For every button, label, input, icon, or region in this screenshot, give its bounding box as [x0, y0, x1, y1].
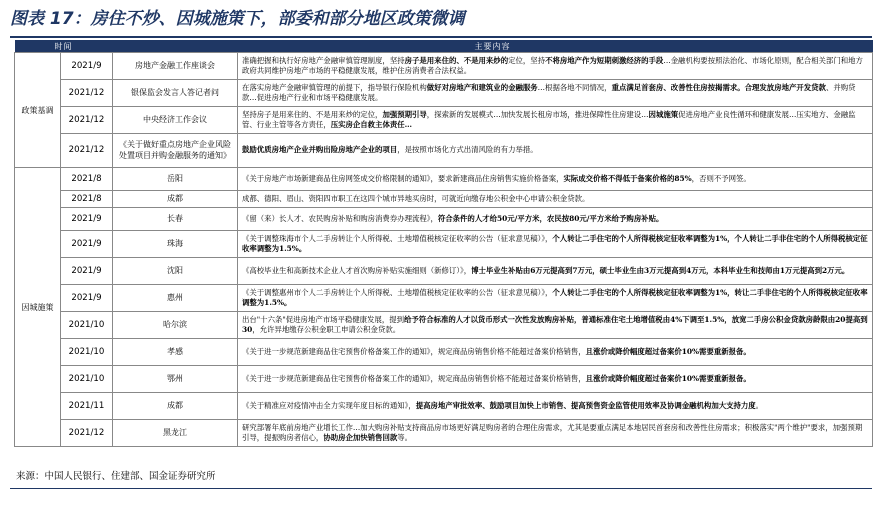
content-text: 、并购贷款…促进房地产行业和市场平稳健康发展。 — [242, 82, 856, 102]
header-content: 主要内容 — [113, 40, 873, 53]
table-row — [15, 285, 873, 312]
row-content — [238, 80, 873, 107]
row-content — [238, 393, 873, 420]
row-date: 2021/9 — [61, 258, 113, 285]
content-text: …根据各地不同情况， — [537, 82, 612, 92]
content-text: 坚持房子是用来住的、不是用来炒的定位， — [242, 109, 383, 119]
table-body — [15, 53, 873, 447]
row-content — [238, 339, 873, 366]
row-content — [238, 366, 873, 393]
table-row — [15, 231, 873, 258]
content-bold-text: 提高房地产审批效率、鼓励项目加快上市销售、提高预售资金监管使用效率及协调金融机构加大支持力度 — [415, 400, 756, 410]
group-policy: 政策基调 — [15, 53, 61, 168]
table-row — [15, 208, 873, 231]
content-bold-text: 个人转让二手住宅的个人所得税核定征收率调整为1%，转让二手非住宅的个人所得税核定征收率调整为1.5%。 — [242, 287, 868, 307]
content-text: 《留（来）长人才、农民购房补贴和购房消费券办理流程》， — [242, 213, 438, 223]
content-bold-text: 重点满足首套房、改善性住房按揭需求 — [611, 82, 738, 92]
row-date: 2021/12 — [61, 420, 113, 447]
row-date: 2021/12 — [61, 134, 113, 168]
content-bold-text: 个人转让二手住宅的个人所得税核定征收率调整为1%，个人转让二手非住宅的个人所得税核定征收率调整为1.5%。 — [242, 233, 868, 253]
content-text: 研究部署年底前房地产业增长工作…加大购房补贴支持商品房市场更好满足购房者的合理住房需求，尤其是要重点满足本地居民首套房和改善性住房需求；积极落实"两个维护"要求，加强预期引导，提振购房者信心， — [242, 422, 863, 442]
content-text: ，允许异地缴存公积金职工申请公积金贷款。 — [252, 325, 401, 334]
row-content — [238, 231, 873, 258]
figure-title: 图表 17：房住不炒、因城施策下，部委和部分地区政策微调 — [10, 9, 465, 29]
row-org: 鄂州 — [113, 366, 238, 393]
row-org: 惠州 — [113, 285, 238, 312]
policy-table — [14, 40, 873, 447]
content-text: ，是按照市场化方式出清风险的有力举措。 — [397, 145, 538, 155]
table-row — [15, 168, 873, 191]
content-bold-text: 加强预期引导 — [382, 109, 427, 119]
content-bold-text: 协助房企加快销售回款 — [323, 433, 398, 442]
content-text: 《关于房地产市场新建商品住房网签成交价格限制的通知》，要求新建商品住房销售实施价格备案， — [242, 173, 564, 183]
content-text: 准确把握和执行好房地产金融审慎管理制度，坚持 — [242, 55, 405, 65]
row-org: 珠海 — [113, 231, 238, 258]
table-row — [15, 366, 873, 393]
table-row — [15, 312, 873, 339]
table-row — [15, 191, 873, 208]
table-row — [15, 420, 873, 447]
header-time: 时间 — [15, 40, 113, 53]
table-row — [15, 393, 873, 420]
content-text: 等。 — [397, 433, 413, 442]
content-bold-text: 实际成交价格不得低于备案价格的85% — [563, 173, 692, 183]
table-row — [15, 134, 873, 168]
row-date: 2021/8 — [61, 168, 113, 191]
row-org: 长春 — [113, 208, 238, 231]
row-org: 中央经济工作会议 — [113, 107, 238, 134]
row-date: 2021/12 — [61, 107, 113, 134]
group-city: 因城施策 — [15, 168, 61, 447]
content-text: 《关于精准应对疫情冲击全力实现年度目标的通知》， — [242, 400, 416, 410]
row-content — [238, 312, 873, 339]
row-org: 黑龙江 — [113, 420, 238, 447]
row-content — [238, 420, 873, 447]
content-bold-text: 且涨价或降价幅度超过备案价10%需要重新报备。 — [585, 373, 751, 383]
content-text: ，探索新的发展模式…加快发展长租房市场，推进保障性住房建设… — [426, 109, 649, 119]
row-content — [238, 53, 873, 80]
source-footer: 来源：中国人民银行、住建部、国金证券研究所 — [16, 471, 216, 482]
table-row — [15, 339, 873, 366]
row-org: 银保监会发言人答记者问 — [113, 80, 238, 107]
row-org: 沈阳 — [113, 258, 238, 285]
row-date: 2021/9 — [61, 208, 113, 231]
row-content — [238, 285, 873, 312]
content-bold-text: 给予符合标准的人才以货币形式一次性发放购房补贴，普通标准住宅土地增值税由4%下调至1.5%，放宽二手房公积金贷款房龄限由20提高到30 — [242, 314, 868, 334]
row-date: 2021/12 — [61, 80, 113, 107]
title-rule — [10, 36, 872, 38]
row-org: 成都 — [113, 191, 238, 208]
row-content — [238, 168, 873, 191]
table-row — [15, 258, 873, 285]
content-text: 《关于调整珠海市个人二手房转让个人所得税、土地增值税核定征收率的公告（征求意见稿）》， — [242, 233, 553, 243]
row-date: 2021/9 — [61, 231, 113, 258]
content-text: 《关于调整惠州市个人二手房转让个人所得税、土地增值税核定征收率的公告（征求意见稿）》， — [242, 287, 553, 297]
row-date: 2021/10 — [61, 312, 113, 339]
row-content — [238, 134, 873, 168]
row-org: 房地产金融工作座谈会 — [113, 53, 238, 80]
row-content — [238, 208, 873, 231]
row-org: 哈尔滨 — [113, 312, 238, 339]
content-bold-text: 博士毕业生补贴由6万元提高到7万元，硕士毕业生由3万元提高到4万元，本科毕业生和技师由1万元提高到2万元。 — [471, 265, 850, 275]
content-text: 出台"十六条"促进房地产市场平稳健康发展，提到 — [242, 314, 405, 324]
content-text: 在落实房地产金融审慎管理的前提下，指导银行保险机构 — [242, 82, 427, 92]
content-text: …金融机构要按照法治化、市场化原则，配合相关部门和地方政府共同维护房地产市场的平稳健康发展，维护住房消费者合法权益。 — [242, 55, 863, 75]
content-text: 《高校毕业生和高新技术企业人才首次购房补贴实施细则（新修订）》， — [242, 265, 472, 275]
row-org: 孝感 — [113, 339, 238, 366]
row-date: 2021/10 — [61, 366, 113, 393]
row-date: 2021/10 — [61, 339, 113, 366]
table-row — [15, 107, 873, 134]
content-text: ，否则不予网签。 — [691, 173, 751, 183]
content-text: 促进房地产业良性循环和健康发展…压实地方、金融监管、行业主管等各方责任， — [242, 109, 856, 129]
row-content — [238, 258, 873, 285]
content-bold-text: 且涨价或降价幅度超过备案价10%需要重新报备。 — [585, 346, 751, 356]
row-date: 2021/11 — [61, 393, 113, 420]
content-text: 。 — [755, 400, 764, 410]
content-bold-text: 不将房地产作为短期刺激经济的手段 — [545, 55, 664, 65]
row-content — [238, 107, 873, 134]
content-bold-text: 房子是用来住的、不是用来炒的 — [404, 55, 509, 65]
row-date: 2021/9 — [61, 53, 113, 80]
footer-rule — [10, 488, 872, 489]
table-header — [15, 40, 873, 53]
content-bold-text: 做好对房地产和建筑业的金融服务 — [426, 82, 538, 92]
content-bold-text: 压实房企自救主体责任… — [330, 120, 413, 129]
row-org: 成都 — [113, 393, 238, 420]
table-row — [15, 80, 873, 107]
row-date: 2021/9 — [61, 285, 113, 312]
table-row — [15, 53, 873, 80]
content-bold-text: 鼓励优质房地产企业并购出险房地产企业的项目 — [242, 145, 398, 155]
content-bold-text: 。合理发放房地产开发贷款 — [737, 82, 826, 92]
content-text: 定位，坚持 — [508, 55, 546, 65]
content-bold-text: 符合条件的人才给50元/平方米，农民按80元/平方米给予购房补贴。 — [437, 213, 664, 223]
row-date: 2021/8 — [61, 191, 113, 208]
content-text: 成都、德阳、眉山、资阳四市职工在这四个城市异地买房时，可就近向缴存地公积金中心申请公积金贷款。 — [242, 193, 590, 203]
row-content — [238, 191, 873, 208]
content-text: 《关于进一步规范新建商品住宅预售价格备案工作的通知》，规定商品房销售价格不能超过备案价格销售， — [242, 346, 586, 356]
content-text: 《关于进一步规范新建商品住宅预售价格备案工作的通知》，规定商品房销售价格不能超过备案价格销售， — [242, 373, 586, 383]
content-bold-text: 因城施策 — [648, 109, 679, 119]
row-org: 岳阳 — [113, 168, 238, 191]
row-org: 《关于做好重点房地产企业风险处置项目并购金融服务的通知》 — [113, 134, 238, 168]
